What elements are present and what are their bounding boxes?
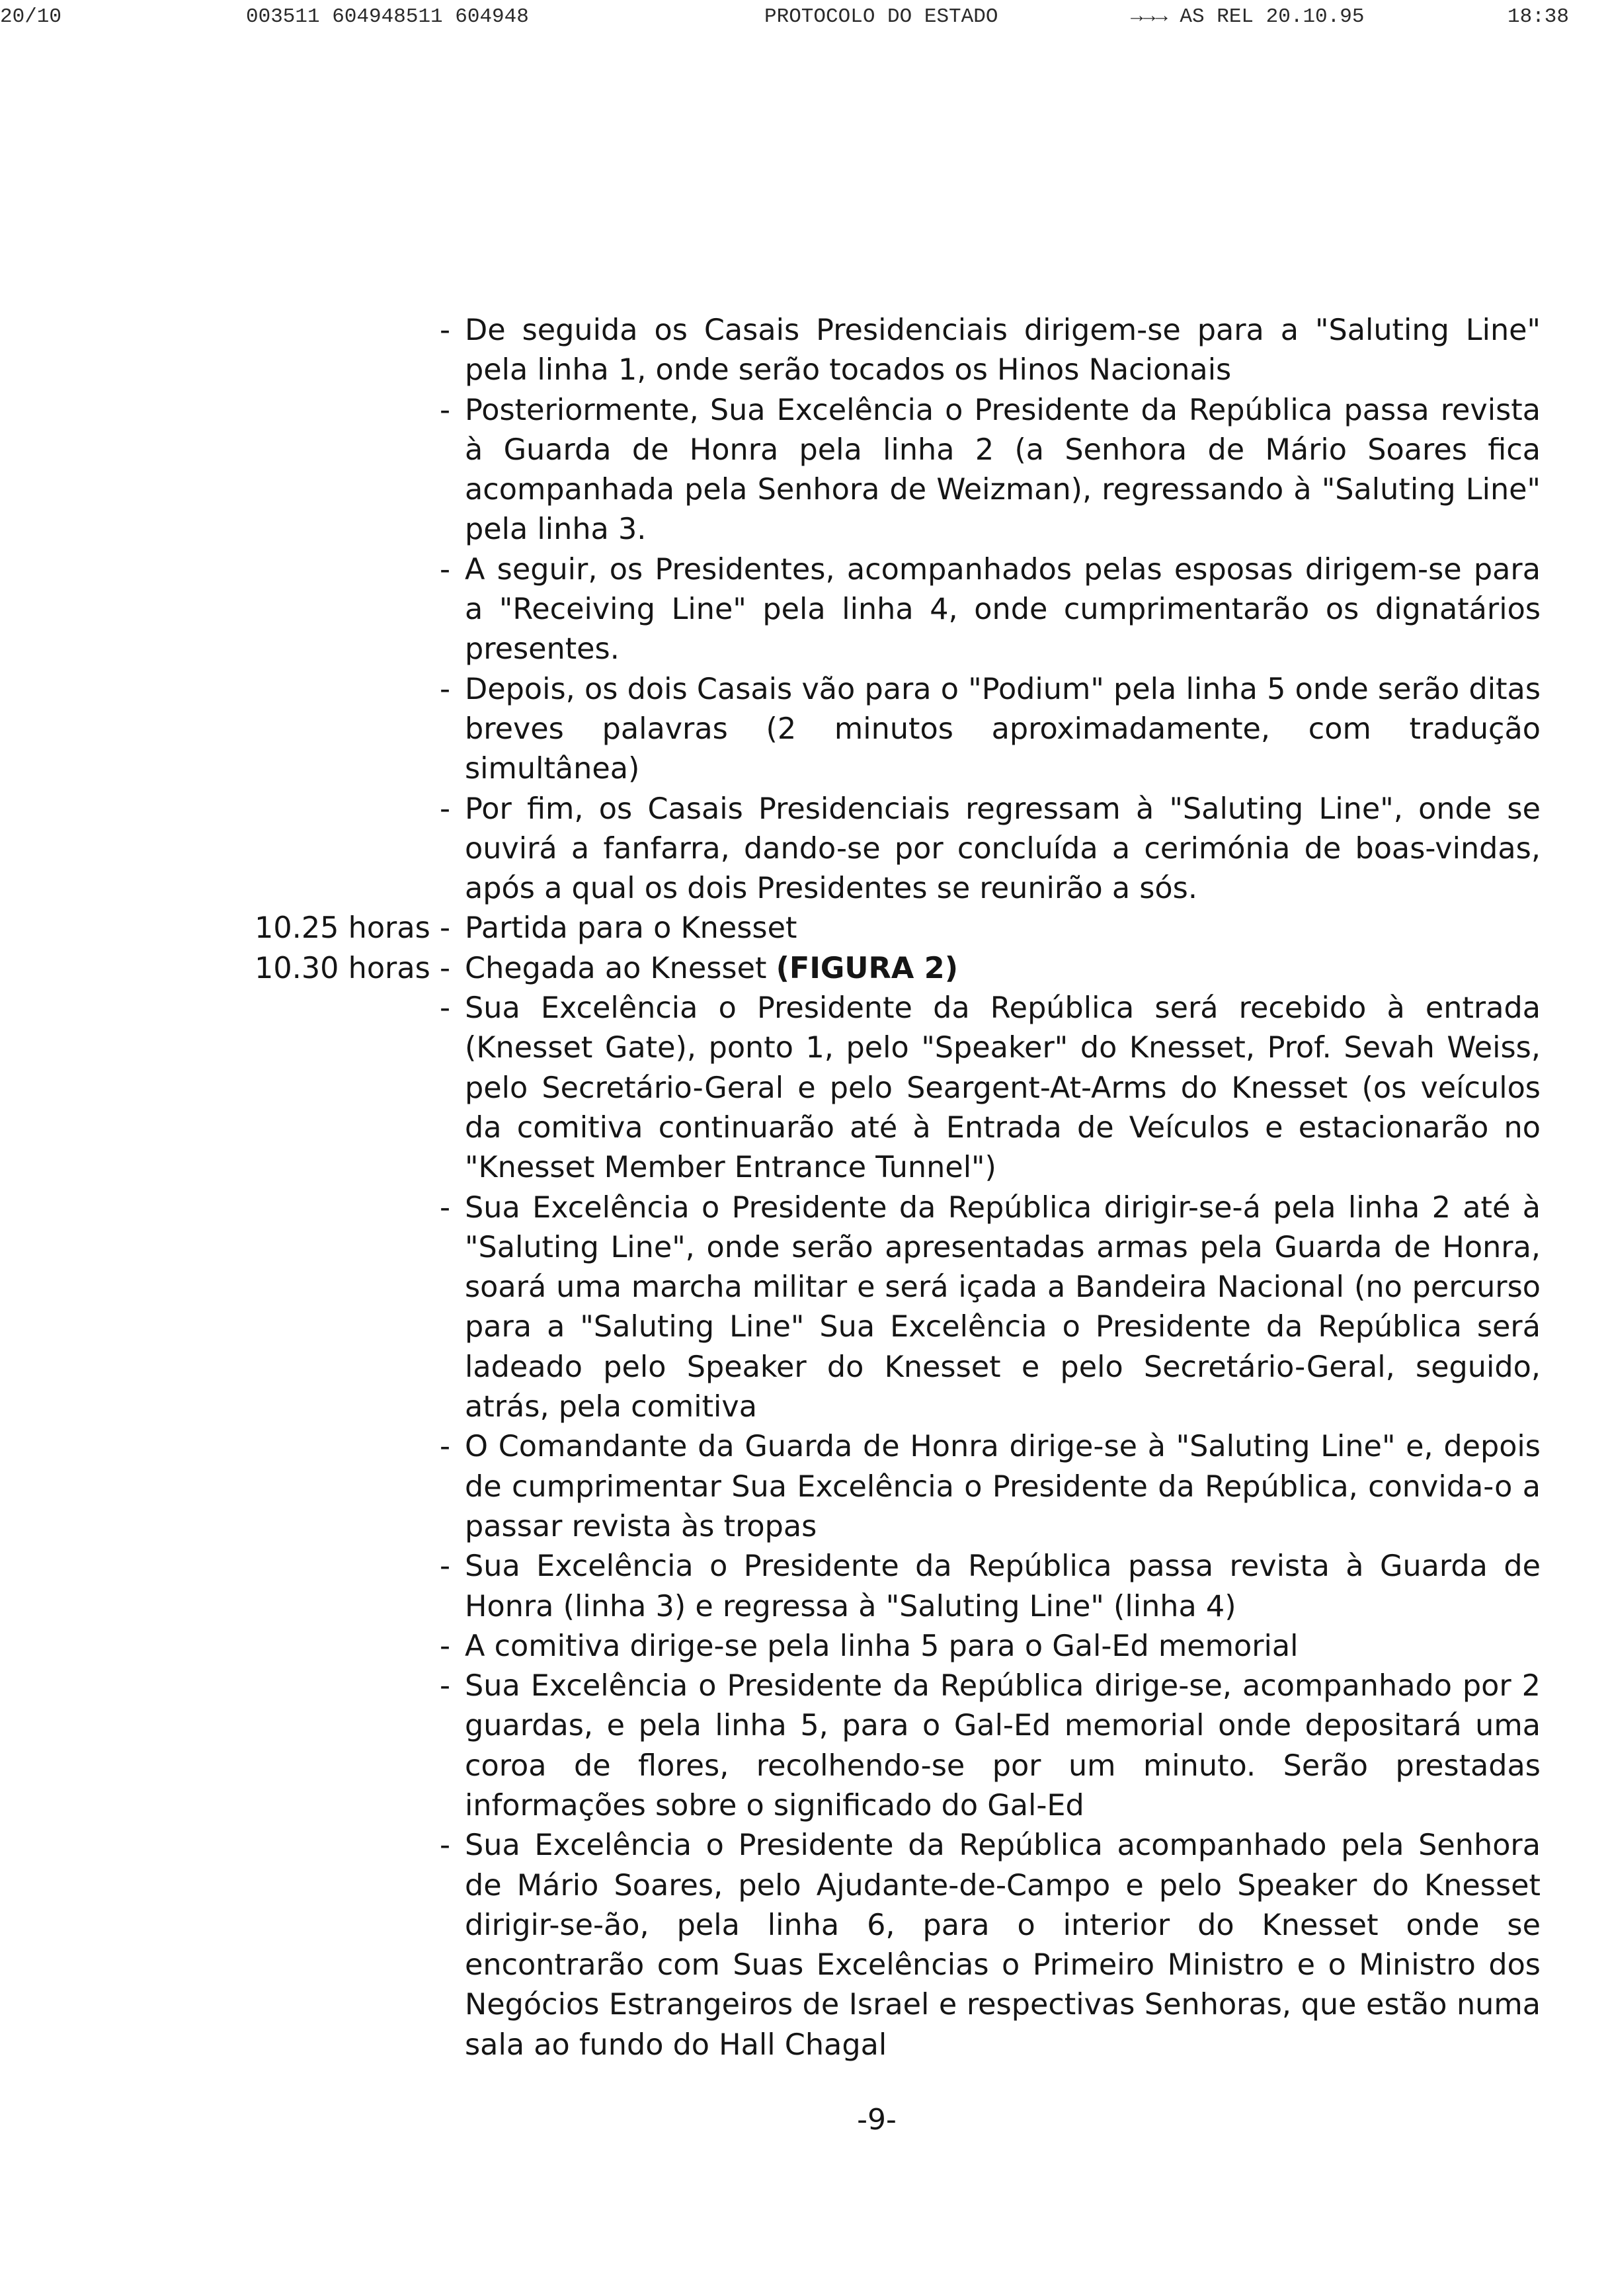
schedule-entry	[221, 989, 1541, 1188]
schedule-entry	[221, 1826, 1541, 2065]
entry-text: Por fim, os Casais Presidenciais regressam à "Saluting Line", onde se ouvirá a fanfarra, dando-se por concluída a cerimónia de boas-vindas, após a qual os dois Presidentes se reunirão a sós.	[465, 792, 1541, 906]
fax-time: 18:38	[1508, 5, 1570, 28]
entry-text: Sua Excelência o Presidente da República será recebido à entrada (Knesset Gate), ponto 1, pelo "Speaker" do Knesset, Prof. Sevah Weiss, pelo Secretário-Geral e pelo Seargent-At-Arms do Knesset (os veículos da comitiva continuarão até à Entrada de Veículos e estacionarão no "Knesset Member Entrance Tunnel")	[465, 991, 1541, 1185]
entry-marker: -	[439, 1549, 450, 1584]
entry-text: Chegada ao Knesset	[465, 951, 767, 985]
entry-text: O Comandante da Guarda de Honra dirige-se à "Saluting Line" e, depois de cumprimentar Sua Excelência o Presidente da República, convida-o a passar revista às tropas	[465, 1430, 1541, 1543]
entry-text: De seguida os Casais Presidenciais dirigem-se para a "Saluting Line" pela linha 1, onde serão tocados os Hinos Nacionais	[465, 313, 1541, 388]
entry-marker: -	[439, 1629, 450, 1663]
entry-time: 10.25 horas -	[255, 911, 450, 946]
schedule-entry	[221, 311, 1541, 391]
document-body	[221, 311, 1541, 2065]
entry-text: A comitiva dirige-se pela linha 5 para o Gal-Ed memorial	[465, 1629, 1299, 1663]
schedule-entry	[221, 1627, 1541, 1666]
entry-marker: -	[439, 393, 450, 427]
entry-text: Sua Excelência o Presidente da República dirige-se, acompanhado por 2 guardas, e pela linha 5, para o Gal-Ed memorial onde depositará uma coroa de flores, recolhendo-se por um minuto. Serão prestadas informações sobre o significado do Gal-Ed	[465, 1669, 1541, 1823]
schedule-entry	[221, 1427, 1541, 1547]
fax-title: PROTOCOLO DO ESTADO	[764, 5, 998, 28]
entry-text: Posteriormente, Sua Excelência o Presidente da República passa revista à Guarda de Honra pela linha 2 (a Senhora de Mário Soares fica acompanhada pela Senhora de Weizman), regressando à "Saluting Line" pela linha 3.	[465, 393, 1541, 547]
schedule-entry	[221, 670, 1541, 790]
entry-text: Sua Excelência o Presidente da República dirigir-se-á pela linha 2 até à "Saluting Line", onde serão apresentadas armas pela Guarda de Honra, soará uma marcha militar e será içada a Bandeira Nacional (no percurso para a "Saluting Line" Sua Excelência o Presidente da República será ladeado pelo Speaker do Knesset e pelo Secretário-Geral, seguido, atrás, pela comitiva	[465, 1190, 1541, 1424]
schedule-entry	[221, 1666, 1541, 1826]
entry-text: Depois, os dois Casais vão para o "Podium" pela linha 5 onde serão ditas breves palavras (2 minutos aproximadamente, com tradução simultânea)	[465, 672, 1541, 786]
schedule-entry	[221, 790, 1541, 909]
entry-marker: -	[439, 552, 450, 587]
entry-text: Partida para o Knesset	[465, 911, 797, 946]
entry-marker: -	[439, 792, 450, 826]
entry-time: 10.30 horas -	[255, 951, 450, 985]
fax-header	[0, 5, 1608, 32]
schedule-entry-time	[221, 909, 1541, 948]
entry-marker: -	[439, 1430, 450, 1464]
fax-date: 20/10	[0, 5, 62, 28]
schedule-entry	[221, 1188, 1541, 1428]
entry-marker: -	[439, 991, 450, 1026]
entry-marker: -	[439, 1190, 450, 1225]
schedule-entry	[221, 391, 1541, 550]
entry-marker: -	[439, 1828, 450, 1863]
fax-numbers: 003511 604948511 604948	[246, 5, 529, 28]
entry-text: Sua Excelência o Presidente da República passa revista à Guarda de Honra (linha 3) e regressa à "Saluting Line" (linha 4)	[465, 1549, 1541, 1623]
entry-marker: -	[439, 672, 450, 706]
entry-text: A seguir, os Presidentes, acompanhados pelas esposas dirigem-se para a "Receiving Line" pela linha 4, onde cumprimentarão os dignatários presentes.	[465, 552, 1541, 667]
schedule-entry-time	[221, 949, 1541, 989]
entry-text: Sua Excelência o Presidente da República acompanhado pela Senhora de Mário Soares, pelo Ajudante-de-Campo e pelo Speaker do Knesset dirigir-se-ão, pela linha 6, para o interior do Knesset onde se encontrarão com Suas Excelências o Primeiro Ministro e o Ministro dos Negócios Estrangeiros de Israel e respectivas Senhoras, que estão numa sala ao fundo do Hall Chagal	[465, 1828, 1541, 2062]
fax-route: →→→ AS REL 20.10.95	[1131, 5, 1365, 28]
schedule-entry	[221, 1547, 1541, 1627]
figure-reference: (FIGURA 2)	[776, 951, 959, 985]
entry-text-with-figure-ref	[465, 949, 1541, 989]
schedule-entry	[221, 550, 1541, 670]
page-number: -9-	[857, 2103, 897, 2137]
entry-marker: -	[439, 1669, 450, 1703]
entry-marker: -	[439, 313, 450, 347]
